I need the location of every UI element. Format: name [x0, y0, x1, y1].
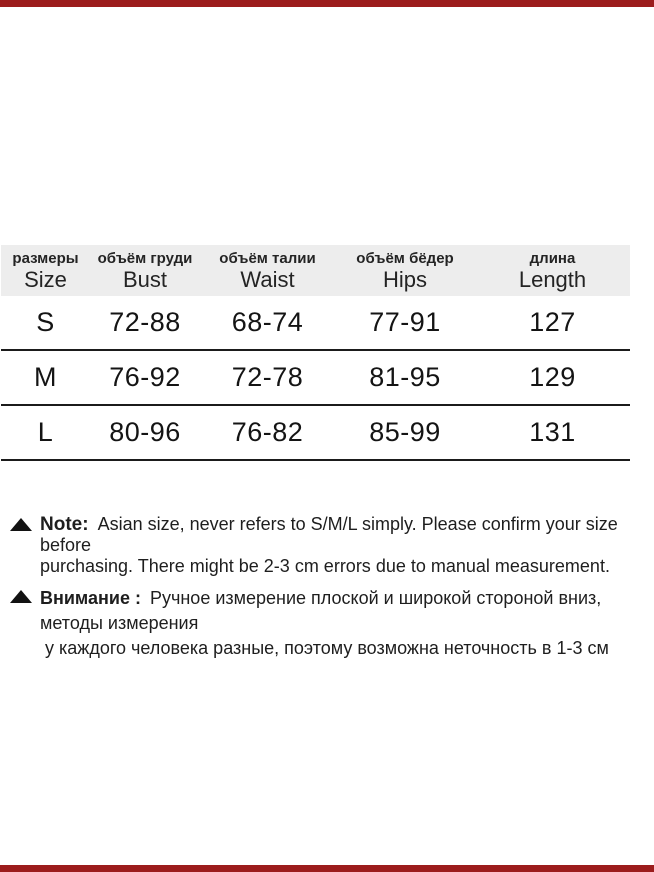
cell-length: 131 — [529, 417, 576, 447]
header-cell-bust — [90, 245, 200, 296]
cell-hips: 81-95 — [369, 362, 441, 392]
note-russian-text — [40, 586, 650, 661]
cell-waist: 68-74 — [231, 307, 304, 337]
cell-length: 127 — [529, 307, 576, 337]
cell-bust: 80-96 — [109, 417, 181, 447]
note-label: Note: — [40, 514, 89, 535]
triangle-icon — [10, 518, 32, 531]
cell-waist: 72-78 — [231, 362, 304, 392]
note-english-text — [40, 514, 650, 577]
triangle-icon — [10, 590, 32, 603]
header-hips-ru: объём бёдер — [356, 249, 454, 267]
header-size-en: Size — [24, 266, 67, 292]
header-length-ru: длина — [529, 249, 576, 267]
note-line2: purchasing. There might be 2-3 cm errors due to manual measurement. — [40, 556, 610, 576]
note-russian — [10, 586, 650, 661]
header-cell-size — [1, 245, 90, 296]
note-line1: Asian size, never refers to S/M/L simply. Please confirm your size before — [40, 514, 618, 555]
cell-hips: 85-99 — [369, 417, 441, 447]
table-header-row — [1, 245, 630, 296]
note-english — [10, 514, 650, 577]
note-line2: у каждого человека разные, поэтому возможна неточность в 1-3 см — [45, 638, 609, 658]
cell-bust: 76-92 — [109, 362, 181, 392]
table-row-s — [1, 296, 630, 351]
note-label: Внимание : — [40, 588, 141, 608]
cell-size: S — [36, 307, 55, 337]
header-cell-waist — [200, 245, 335, 296]
cell-bust: 72-88 — [109, 307, 181, 337]
header-length-en: Length — [518, 266, 587, 292]
cell-size: L — [37, 417, 54, 447]
size-chart-table — [1, 245, 630, 461]
header-waist-en: Waist — [240, 266, 295, 292]
cell-waist: 76-82 — [231, 417, 304, 447]
note-line1: Ручное измерение плоской и широкой стороной вниз, методы измерения — [40, 588, 602, 633]
notes-section — [10, 514, 650, 670]
header-cell-hips — [335, 245, 475, 296]
cell-hips: 77-91 — [369, 307, 441, 337]
top-accent-bar — [0, 0, 654, 7]
header-bust-ru: объём груди — [97, 249, 193, 267]
header-bust-en: Bust — [122, 266, 168, 292]
header-hips-en: Hips — [382, 266, 427, 292]
table-row-m — [1, 351, 630, 406]
cell-size: M — [34, 362, 57, 392]
table-row-l — [1, 406, 630, 461]
header-waist-ru: объём талии — [219, 249, 316, 267]
bottom-accent-bar — [0, 865, 654, 872]
cell-length: 129 — [529, 362, 576, 392]
header-size-ru: размеры — [12, 249, 79, 267]
header-cell-length — [475, 245, 630, 296]
